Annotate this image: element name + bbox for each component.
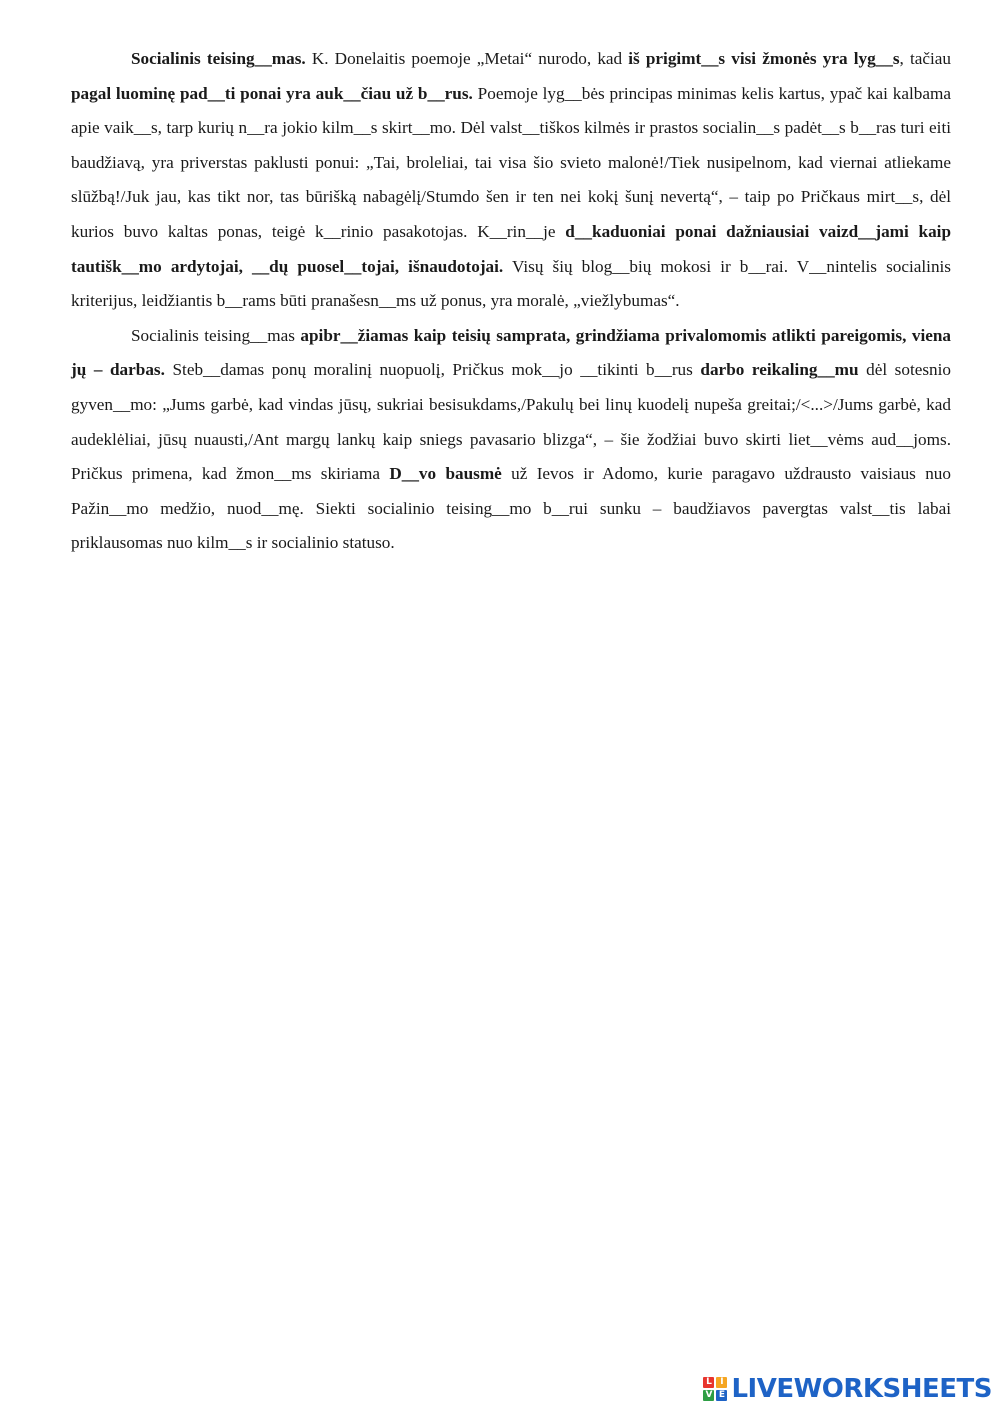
bold-text-run: pagal luominę pad__ti ponai yra auk__čiau už b__rus. bbox=[71, 83, 473, 103]
bold-text-run: iš prigimt__s visi žmonės yra lyg__s bbox=[628, 49, 900, 68]
text-run: Visų šių blog__bių mokosi ir b__rai. V__nintelis socialinis kriterijus, leidžiantis b__rams būti pranašesn__ms už ponus, yra moralė, „viežlybumas“. bbox=[71, 256, 951, 311]
text-run: Poemoje lyg__bės principas minimas kelis kartus, ypač kai kalbama apie vaik__s, tarp kurių n__ra jokio kilm__s skirt__mo. Dėl valst__tiškos kilmės ir prastos socialin__s padėt__s b__ras turi eiti baudžiavą, yra priverstas paklusti ponui: „Tai, broleliai, tai visa šio svieto malonė!/Tiek nusipelnom, kad viernai atliekame slūžbą!/Juk jau, kas tikt nor, tas būrišką nabagėlį/Stumdo šen ir ten nei kokį šunį nevertą“, – taip po Pričkaus mirt__s, dėl kurios buvo kaltas ponas, teigė k__rinio pasakotojas. K__rin__je bbox=[71, 83, 951, 241]
worksheet-page bbox=[71, 42, 951, 561]
paragraph-2 bbox=[71, 319, 951, 561]
bold-text-run: darbo reikaling__mu bbox=[700, 360, 859, 380]
brand-name: LIVEWORKSHEETS bbox=[731, 1374, 992, 1404]
logo-cell: L bbox=[703, 1377, 714, 1388]
paragraph-1 bbox=[71, 42, 951, 319]
text-run: Steb__damas ponų moralinį nuopuolį, Pričkus mok__jo __tikinti b__rus bbox=[164, 360, 701, 380]
bold-text-run: Socialinis teising__mas. bbox=[131, 49, 306, 68]
text-run: K. Donelaitis poemoje „Metai“ nurodo, kad bbox=[305, 49, 629, 68]
bold-text-run: D__vo bausmė bbox=[389, 464, 502, 484]
text-run: už Ievos ir Adomo, kurie paragavo uždrausto vaisiaus nuo Pažin__mo medžio, nuod__mę. Siekti socialinio teising__mo b__rui sunku – baudžiavos pavergtas valst__tis labai priklausomas nuo kilm__s ir socialinio statuso. bbox=[71, 464, 951, 553]
liveworksheets-footer[interactable] bbox=[703, 1371, 992, 1407]
text-run: dėl sotesnio gyven__mo: „Jums garbė, kad vindas jūsų, sukriai besisukdams,/Pakulų bei linų kuodelį nupeša greitai;/<...>/Jums garbė, kad audeklėliai, jūsų nuausti,/Ant margų lankų kaip sniegs pavasario blizga“, – šie žodžiai buvo skirti liet__vėms aud__joms. Pričkus primena, kad žmon__ms skiriama bbox=[71, 360, 952, 484]
logo-cell: V bbox=[703, 1390, 714, 1401]
logo-cell: I bbox=[716, 1377, 727, 1388]
liveworksheets-logo-icon bbox=[703, 1377, 727, 1401]
bold-text-run: d__kaduoniai ponai dažniausiai vaizd__jami kaip tautišk__mo ardytojai, __dų puosel__tojai, išnaudotojai. bbox=[71, 221, 952, 276]
logo-cell: E bbox=[716, 1390, 727, 1401]
bold-text-run: apibr__žiamas kaip teisių samprata, grindžiama privalomomis atlikti pareigomis, viena jų – darbas. bbox=[71, 325, 952, 380]
text-run: , tačiau bbox=[899, 49, 952, 68]
text-run: Socialinis teising__mas bbox=[131, 325, 301, 345]
